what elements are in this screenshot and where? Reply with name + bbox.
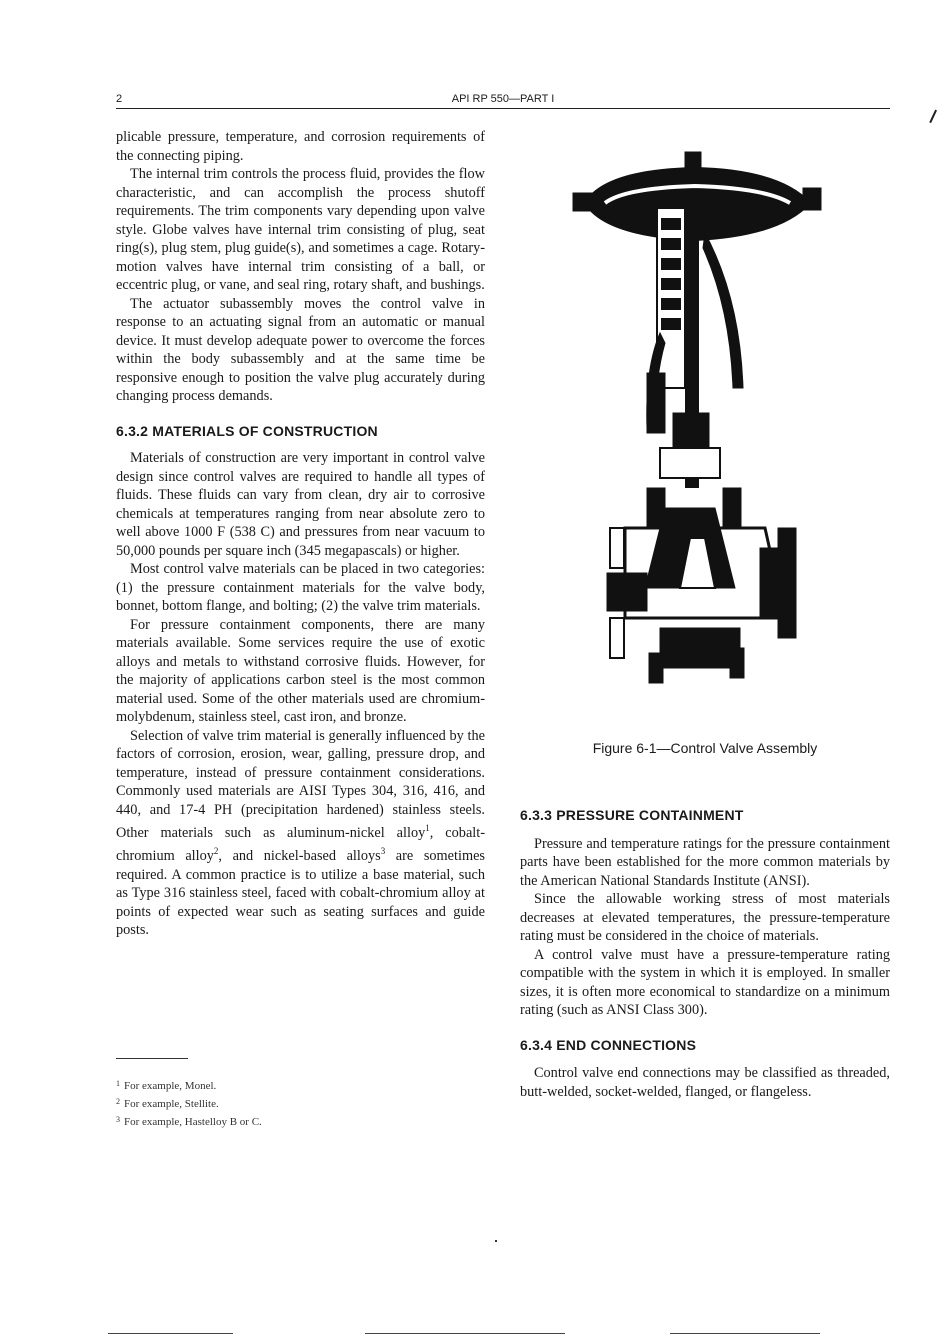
footnote-1: $^1$ For example, Monel.: [116, 1079, 217, 1092]
paragraph-material-categories: Most control valve materials can be placed in two categories: (1) the pressure containment materials for the valve body, bonnet, bottom flange, and bolting; (2) the valve trim materials.: [116, 561, 485, 614]
vent-fitting: [685, 152, 701, 172]
scan-edge-line: [670, 1333, 820, 1334]
yoke-block: [647, 373, 665, 433]
bottom-bolt-left: [649, 653, 663, 683]
heading-pressure-containment: 6.3.3 PRESSURE CONTAINMENT: [520, 807, 744, 823]
bottom-flange: [660, 628, 740, 668]
bolt-right: [803, 188, 821, 210]
bolt-left: [573, 193, 593, 211]
left-column: [116, 128, 485, 940]
page-number: 2: [116, 93, 123, 105]
scan-dot: [495, 1240, 497, 1242]
paragraph-materials-intro: Materials of construction are very important in control valve design since control valves are required to handle all types of fluids. These fluids can vary from clean, dry air to corrosive chemicals at temperatures ranging from near absolute zero to well above 1000 F (538 C) and pressures from near vacuum to 50,000 pounds per square inch (345 megapascals) or higher.: [116, 450, 485, 559]
flange-left: [607, 573, 647, 611]
figure-caption: Figure 6-1—Control Valve Assembly: [592, 740, 818, 756]
bonnet: [660, 448, 720, 478]
document-title: API RP 550—PART I: [451, 93, 555, 105]
paragraph-end-connections: Control valve end connections may be classified as threaded, butt-welded, socket-welded, flanged, or flangeless.: [520, 1065, 890, 1100]
control-valve-figure: [565, 148, 830, 698]
footnote-ref-3: 3: [380, 846, 386, 857]
paragraph-rating-compatibility: A control valve must have a pressure-temperature rating compatible with the system in which it is employed. In smaller sizes, it is often more economical to standardize on a minimum rating (such as ANSI Class 300).: [520, 946, 890, 1018]
paragraph-actuator: The actuator subassembly moves the control valve in response to an actuating signal from an automatic or manual device. It must develop adequate power to overcome the forces within the body subassembly and at the same time be responsive enough to position the valve plug accurately during changing process demands.: [116, 295, 485, 404]
paragraph-trim-material: Selection of valve trim material is generally influenced by the factors of corrosion, erosion, wear, galling, pressure drop, and temperature, instead of pressure containment considerations. Commonly used materials are AISI Types 304, 316, 416, and 440, and 17-4 PH (precipitation hardened) stainless steels. Other materials such as aluminum-nickel alloy$^1$, cobalt-chromium alloy$^2$, and nickel-based alloys$^3$ are sometimes required. A common practice is to utilize a base material, such as Type 316 stainless steel, faced with cobalt-chromium alloy at points of expected wear such as seating surfaces and guide posts.: [116, 727, 486, 939]
footnote-2: $^2$ For example, Stellite.: [116, 1097, 219, 1110]
footnotes: [116, 1076, 416, 1130]
paragraph-pressure-containment-materials: For pressure containment components, there are many materials available. Some services require the use of exotic alloys and metals to withstand corrosive fluids. However, for the majority of applications carbon steel is the most common material used. Some of the other materials used are chromium-molybdenum, stainless steel, cast iron, and bronze.: [116, 616, 485, 725]
scan-edge-line: [365, 1333, 565, 1334]
flange-right-outer: [778, 528, 796, 638]
paragraph-working-stress: Since the allowable working stress of most materials decreases at elevated temperatures, the pressure-temperature rating must be considered in the choice of materials.: [520, 891, 890, 944]
footnote-rule: [116, 1058, 188, 1059]
scan-edge-line: [108, 1333, 233, 1334]
scan-mark: [929, 110, 939, 125]
footnote-3: $^3$ For example, Hastelloy B or C.: [116, 1115, 262, 1128]
paragraph-pressure-ratings: Pressure and temperature ratings for the pressure containment parts have been established for the more common materials by the American National Standards Institute (ANSI).: [520, 835, 890, 889]
footnote-ref-2: 2: [213, 846, 219, 857]
running-header: [116, 93, 890, 109]
footnote-ref-1: 1: [425, 823, 430, 833]
heading-materials-of-construction: 6.3.2 MATERIALS OF CONSTRUCTION: [116, 422, 378, 439]
bottom-bolt-right: [730, 648, 744, 678]
paragraph-internal-trim: The internal trim controls the process fluid, provides the flow characteristic, and can accomplish the process shutoff requirements. The trim components vary depending upon valve style. Globe valves have internal trim consisting of plug, seat ring(s), plug stem, plug guide(s), and sometimes a cage. Rotary-motion valves have internal trim consisting of a ball, or eccentric plug, or vane, and seal ring, rotary shaft, and bushings.: [116, 166, 485, 293]
header-rule: [116, 108, 890, 109]
heading-end-connections: 6.3.4 END CONNECTIONS: [520, 1036, 697, 1053]
paragraph-continued: plicable pressure, temperature, and corrosion requirements of the connecting piping.: [116, 129, 485, 164]
right-column: [520, 806, 890, 1101]
bonnet-bolt-right: [723, 488, 741, 528]
